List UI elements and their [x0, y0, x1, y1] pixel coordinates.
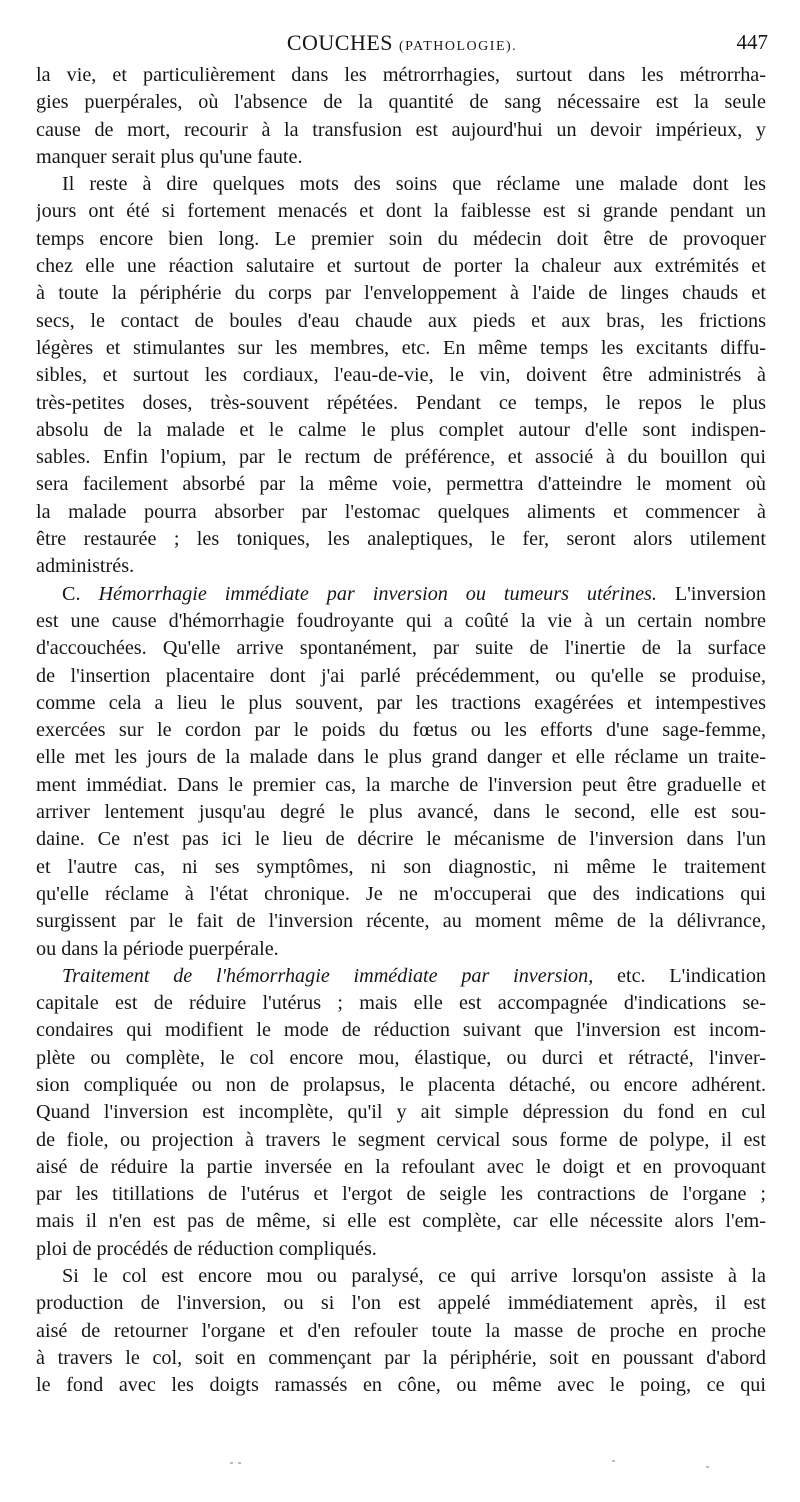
- text-line: [36, 1045, 766, 1072]
- text-run: condaires qui modifient le mode de réduction suivant que l'inversion est incom-: [36, 1019, 766, 1042]
- text-run: plète ou complète, le col encore mou, élastique, ou durci et rétracté, l'inver-: [36, 1046, 766, 1069]
- text-line: [36, 1372, 766, 1399]
- text-run: la malade pourra absorber par l'estomac quelques aliments et commencer à: [36, 500, 766, 523]
- text-run: sables. Enfin l'opium, par le rectum de préférence, et associé à du bouillon qui: [36, 446, 766, 469]
- text-run: absolu de la malade et le calme le plus complet autour d'elle sont indispen-: [36, 418, 766, 441]
- text-line: [36, 1099, 766, 1126]
- text-run: production de l'inversion, ou si l'on est appelé immédiatement après, il est: [36, 1292, 766, 1315]
- text-run: le fond avec les doigts ramassés en cône, ou même avec le poing, ce qui: [36, 1374, 766, 1397]
- text-line: [36, 89, 766, 116]
- text-line: [36, 144, 766, 171]
- text-run: manquer serait plus qu'une faute.: [36, 145, 303, 168]
- text-line: [36, 772, 766, 799]
- text-run: administrés.: [36, 555, 135, 578]
- text-line: [36, 499, 766, 526]
- text-line: [36, 744, 766, 771]
- text-run: L'inversion: [656, 582, 766, 605]
- text-run: aisé de réduire la partie inversée en la refoulant avec le doigt et en provoquant: [36, 1155, 766, 1178]
- italic-heading-run: Traitement de l'hémorrhagie immédiate par inversion,: [62, 964, 594, 987]
- text-line: [36, 308, 766, 335]
- text-line: [36, 990, 766, 1017]
- text-line: [36, 635, 766, 662]
- text-line: [36, 936, 766, 963]
- running-title-subtitle: (PATHOLOGIE).: [399, 39, 518, 54]
- scan-speck: [612, 1460, 615, 1462]
- text-run: Il reste à dire quelques mots des soins que réclame une malade dont les: [62, 173, 766, 196]
- text-line: [36, 1072, 766, 1099]
- page-number: 447: [736, 30, 768, 54]
- text-line: [36, 1017, 766, 1044]
- text-run: sion compliquée ou non de prolapsus, le placenta détaché, ou encore adhérent.: [36, 1073, 766, 1096]
- text-line: [36, 280, 766, 307]
- text-line: [36, 1290, 766, 1317]
- text-line: [36, 1263, 766, 1290]
- text-line: [36, 390, 766, 417]
- text-run: sibles, et surtout les cordiaux, l'eau-de-vie, le vin, doivent être administrés à: [36, 364, 766, 387]
- running-title: [36, 30, 768, 56]
- text-line: [36, 417, 766, 444]
- scan-speck: [230, 1462, 233, 1464]
- text-line: [36, 553, 766, 580]
- text-run: légères et stimulantes sur les membres, etc. En même temps les excitants diffu-: [36, 336, 766, 359]
- text-run: ploi de procédés de réduction compliqués.: [36, 1237, 377, 1260]
- text-line: [36, 226, 766, 253]
- text-run: jours ont été si fortement menacés et dont la faiblesse est si grande pendant un: [36, 200, 766, 223]
- text-line: [36, 444, 766, 471]
- text-line: [36, 826, 766, 853]
- text-run: la vie, et particulièrement dans les métrorrhagies, surtout dans les métrorrha-: [36, 64, 766, 86]
- text-run: et l'autre cas, ni ses symptômes, ni son diagnostic, ni même le traitement: [36, 855, 766, 878]
- text-line: [36, 581, 766, 608]
- text-line: [36, 253, 766, 280]
- scan-speck: [706, 1466, 709, 1468]
- text-line: [36, 198, 766, 225]
- text-run: capitale est de réduire l'utérus ; mais elle est accompagnée d'indications se-: [36, 992, 766, 1015]
- text-run: secs, le contact de boules d'eau chaude aux pieds et aux bras, les frictions: [36, 309, 766, 332]
- text-line: [36, 881, 766, 908]
- text-run: Si le col est encore mou ou paralysé, ce qui arrive lorsqu'on assiste à la: [62, 1265, 766, 1288]
- text-line: [36, 1154, 766, 1181]
- italic-heading-run: Hémorrhagie immédiate par inversion ou tumeurs utérines.: [98, 582, 657, 605]
- text-line: [36, 117, 766, 144]
- text-line: [36, 799, 766, 826]
- text-run: à travers le col, soit en commençant par la périphérie, soit en poussant d'abord: [36, 1346, 766, 1369]
- text-run: chez elle une réaction salutaire et surtout de porter la chaleur aux extrémités et: [36, 255, 766, 278]
- text-run: C.: [62, 582, 99, 605]
- text-run: de l'insertion placentaire dont j'ai parlé précédemment, ou qu'elle se produise,: [36, 664, 766, 687]
- text-run: être restaurée ; les toniques, les analeptiques, le fer, seront alors utilement: [36, 528, 766, 551]
- text-run: aisé de retourner l'organe et d'en refouler toute la masse de proche en proche: [36, 1319, 766, 1342]
- text-run: sera facilement absorbé par la même voie, permettra d'atteindre le moment où: [36, 473, 766, 496]
- text-run: mais il n'en est pas de même, si elle est complète, car elle nécessite alors l'em-: [36, 1210, 766, 1233]
- text-run: comme cela a lieu le plus souvent, par les tractions exagérées et intempestives: [36, 691, 766, 714]
- text-run: est une cause d'hémorrhagie foudroyante qui a coûté la vie à un certain nombre: [36, 609, 766, 632]
- running-title-main: COUCHES: [286, 30, 394, 55]
- text-line: [36, 963, 766, 990]
- text-run: très-petites doses, très-souvent répétées. Pendant ce temps, le repos le plus: [36, 391, 766, 414]
- text-line: [36, 1181, 766, 1208]
- text-line: [36, 1236, 766, 1263]
- text-line: [36, 362, 766, 389]
- text-line: [36, 1345, 766, 1372]
- text-line: [36, 854, 766, 881]
- text-run: exercées sur le cordon par le poids du fœtus ou les efforts d'une sage-femme,: [36, 719, 766, 742]
- text-line: [36, 608, 766, 635]
- text-run: par les titillations de l'utérus et l'ergot de seigle les contractions de l'organe ;: [36, 1183, 766, 1206]
- text-run: surgissent par le fait de l'inversion récente, au moment même de la délivrance,: [36, 910, 766, 933]
- text-line: [36, 526, 766, 553]
- text-run: de fiole, ou projection à travers le segment cervical sous forme de polype, il est: [36, 1128, 766, 1151]
- text-line: [36, 335, 766, 362]
- text-line: [36, 1208, 766, 1235]
- text-line: [36, 1318, 766, 1345]
- text-run: Quand l'inversion est incomplète, qu'il y ait simple dépression du fond en cul: [36, 1101, 766, 1124]
- text-line: [36, 1127, 766, 1154]
- text-line: [36, 690, 766, 717]
- body-text: [36, 62, 766, 1400]
- scan-speck: [238, 1462, 241, 1464]
- text-run: elle met les jours de la malade dans le plus grand danger et elle réclame un traite-: [36, 746, 766, 769]
- text-line: [36, 717, 766, 744]
- text-line: [36, 62, 766, 89]
- text-run: qu'elle réclame à l'état chronique. Je ne m'occuperai que des indications qui: [36, 882, 766, 905]
- text-run: ou dans la période puerpérale.: [36, 937, 279, 960]
- text-line: [36, 171, 766, 198]
- text-run: ment immédiat. Dans le premier cas, la marche de l'inversion peut être graduelle et: [36, 773, 766, 796]
- text-run: temps encore bien long. Le premier soin du médecin doit être de provoquer: [36, 227, 766, 250]
- text-run: cause de mort, recourir à la transfusion est aujourd'hui un devoir impérieux, y: [36, 118, 766, 141]
- text-run: etc. L'indication: [593, 964, 766, 987]
- running-header: [36, 30, 768, 58]
- text-run: daine. Ce n'est pas ici le lieu de décrire le mécanisme de l'inversion dans l'un: [36, 828, 766, 851]
- text-run: arriver lentement jusqu'au degré le plus avancé, dans le second, elle est sou-: [36, 801, 766, 824]
- text-run: à toute la périphérie du corps par l'enveloppement à l'aide de linges chauds et: [36, 282, 766, 305]
- text-run: d'accouchées. Qu'elle arrive spontanément, par suite de l'inertie de la surface: [36, 637, 766, 660]
- text-line: [36, 908, 766, 935]
- text-run: gies puerpérales, où l'absence de la quantité de sang nécessaire est la seule: [36, 91, 766, 114]
- text-line: [36, 663, 766, 690]
- scan-specks: [0, 1460, 800, 1472]
- text-line: [36, 471, 766, 498]
